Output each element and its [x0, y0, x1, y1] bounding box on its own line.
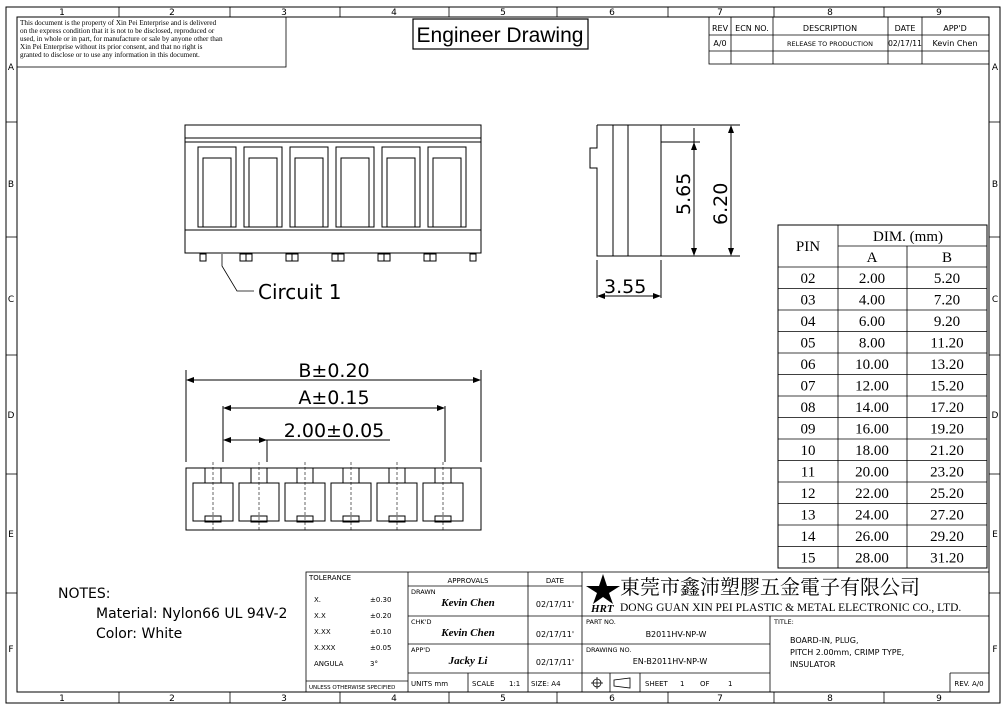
- grid-row-label: E: [992, 530, 998, 540]
- approval-role: CHK'D: [411, 618, 432, 626]
- grid-col-label: 7: [717, 694, 723, 704]
- sheet-total: 1: [728, 680, 733, 688]
- grid-row-label: C: [7, 295, 15, 305]
- pin: [332, 254, 338, 261]
- pin: [384, 254, 390, 261]
- grid-row-label: B: [7, 180, 15, 190]
- pin-table-cell: 17.20: [930, 400, 964, 416]
- tolerance-value: ±0.05: [370, 644, 392, 652]
- notes-heading: NOTES:: [58, 586, 111, 602]
- pin-table-cell: 15.20: [930, 378, 964, 395]
- grid-col-label: 9: [936, 694, 942, 704]
- cavity-outer: [290, 147, 328, 227]
- disclaimer-line: This document is the property of Xin Pei Enterprise and is delivered: [20, 19, 217, 27]
- pin-table-cell: 13.20: [930, 357, 964, 373]
- grid-col-label: 5: [500, 8, 506, 18]
- pin-table-cell: 31.20: [930, 550, 964, 567]
- latch: [389, 468, 405, 483]
- pin-table: [778, 225, 987, 568]
- approval-date: 02/17/11': [535, 630, 575, 639]
- pin: [200, 254, 206, 261]
- grid-col-label: 3: [281, 8, 287, 18]
- tolerance-value: ±0.30: [370, 596, 392, 604]
- disclaimer: [17, 17, 286, 67]
- cavity-inner: [387, 158, 415, 227]
- revision-label: REV. A/0: [954, 680, 984, 688]
- pin: [424, 254, 430, 261]
- approval-role: DRAWN: [411, 588, 436, 596]
- approval-role: APP'D: [411, 646, 431, 654]
- tolerance-value: ±0.20: [370, 612, 392, 620]
- scale-value: 1:1: [509, 680, 521, 688]
- cavity-outer: [336, 147, 374, 227]
- units: UNITS mm: [411, 680, 449, 688]
- logo-text: HRT: [591, 603, 614, 615]
- grid-col-label: 9: [936, 8, 942, 18]
- cavity-outer: [198, 147, 236, 227]
- projection-symbol: [591, 677, 630, 689]
- pin-table-cell: 04: [800, 314, 816, 330]
- sheet-label: SHEET: [645, 680, 668, 688]
- grid-col-label: 2: [169, 8, 175, 18]
- tolerance-key: ANGULA: [314, 660, 344, 668]
- pin-table-cell: 29.20: [930, 529, 964, 545]
- col-b-header: B: [941, 250, 953, 266]
- description-value: RELEASE TO PRODUCTION: [787, 40, 873, 48]
- grid-row-label: A: [991, 63, 999, 73]
- col-a-header: A: [866, 250, 878, 266]
- cavity-inner: [203, 158, 231, 227]
- pin: [286, 254, 292, 261]
- title-line: PITCH 2.00mm, CRIMP TYPE,: [790, 648, 905, 657]
- grid-row-label: F: [8, 645, 14, 655]
- pin-table-cell: 24.00: [855, 507, 889, 524]
- disclaimer-line: used, in whole or in part, for manufacture or sale by anyone other than: [20, 35, 223, 43]
- cavity-inner: [433, 158, 461, 227]
- disclaimer-line: Xin Pei Enterprise without its prior consent, and that no right is: [20, 43, 203, 51]
- pin-table-cell: 10: [800, 443, 816, 459]
- pin-table-cell: 19.20: [930, 421, 964, 438]
- approval-signature: Kevin Chen: [441, 627, 495, 639]
- width-dim: 3.55: [604, 276, 647, 298]
- pin-table-cell: 21.20: [930, 443, 964, 459]
- pin-table-cell: 23.20: [930, 464, 964, 481]
- pin-table-cell: 12.00: [855, 378, 889, 395]
- cavity-outer: [244, 147, 282, 227]
- size: SIZE: A4: [531, 680, 561, 688]
- tolerance-key: X.XXX: [314, 644, 336, 652]
- title-line: BOARD-IN, PLUG,: [790, 636, 859, 645]
- a-dimension: A±0.15: [298, 387, 370, 409]
- date-header: DATE: [894, 24, 916, 33]
- company-logo: [586, 574, 620, 615]
- grid-row-label: B: [991, 180, 999, 190]
- disclaimer-line: on the express condition that it is not to be disclosed, reproduced or: [20, 27, 215, 35]
- pin-table-cell: 13: [800, 507, 816, 524]
- pin-table-cell: 25.20: [930, 486, 964, 502]
- grid-col-label: 6: [609, 8, 615, 18]
- grid-col-label: 5: [500, 694, 506, 704]
- pin-table-cell: 14: [800, 529, 816, 545]
- pin-table-cell: 05: [800, 335, 816, 352]
- height-dim-2: 6.20: [710, 182, 732, 225]
- pin: [240, 254, 246, 261]
- approvals-heading: APPROVALS: [447, 577, 489, 585]
- pin-table-cell: 6.00: [858, 314, 886, 330]
- rev-header: REV: [711, 24, 729, 33]
- latch: [251, 468, 267, 483]
- grid-col-label: 7: [717, 8, 723, 18]
- tolerance-value: ±0.10: [370, 628, 392, 636]
- scale-label: SCALE: [472, 680, 495, 688]
- grid-col-label: 8: [827, 694, 833, 704]
- pin-table-cell: 7.20: [933, 292, 961, 309]
- grid-col-label: 3: [281, 694, 287, 704]
- pin-table-cell: 5.20: [933, 271, 961, 287]
- pin-table-cell: 03: [800, 292, 816, 309]
- tolerance-heading: TOLERANCE: [309, 574, 352, 582]
- cavity-inner: [341, 158, 369, 227]
- pin: [378, 254, 384, 261]
- pin-header: PIN: [795, 239, 821, 255]
- pin: [430, 254, 436, 261]
- pin-table-cell: 12: [800, 486, 816, 502]
- latch: [343, 468, 359, 483]
- cavity-outer: [382, 147, 420, 227]
- approval-date: 02/17/11': [535, 600, 575, 609]
- pin-table-cell: 07: [800, 378, 816, 395]
- drawing-number: EN-B2011HV-NP-W: [632, 657, 708, 666]
- pin-table-cell: 08: [800, 400, 816, 416]
- grid-row-label: E: [8, 530, 14, 540]
- disclaimer-line: granted to disclose or to use any information in this document.: [20, 51, 200, 59]
- front-view: [185, 125, 481, 261]
- pin-table-cell: 18.00: [855, 443, 889, 459]
- grid-row-label: D: [991, 411, 999, 421]
- date-value: 02/17/11: [888, 39, 922, 48]
- pin-table-cell: 06: [800, 357, 816, 373]
- grid-row-label: C: [991, 295, 999, 305]
- dim-header: DIM. (mm): [873, 229, 943, 245]
- grid-row-label: A: [7, 63, 15, 73]
- drawing-label: DRAWING NO.: [586, 646, 632, 654]
- notes-color: Color: White: [96, 626, 183, 642]
- tolerance-key: X.: [314, 596, 322, 604]
- grid-col-label: 6: [609, 694, 615, 704]
- title-line: INSULATOR: [790, 660, 836, 669]
- sheet-number: 1: [680, 680, 685, 688]
- pin-table-cell: 9.20: [933, 314, 961, 330]
- grid-col-label: 4: [391, 8, 397, 18]
- description-header: DESCRIPTION: [802, 24, 858, 33]
- cavity-inner: [249, 158, 277, 227]
- pin-table-cell: 16.00: [855, 421, 889, 438]
- approval-signature: Kevin Chen: [441, 597, 495, 609]
- height-dim-1: 5.65: [673, 172, 695, 215]
- pin: [338, 254, 344, 261]
- pin-table-cell: 09: [800, 421, 816, 438]
- approval-date: 02/17/11': [535, 658, 575, 667]
- pin-table-cell: 11.20: [930, 335, 964, 352]
- approval-signature: Jacky Li: [448, 655, 488, 667]
- pin: [292, 254, 298, 261]
- part-number: B2011HV-NP-W: [645, 630, 707, 639]
- pin-table-cell: 4.00: [858, 292, 886, 309]
- pin-table-cell: 2.00: [858, 271, 886, 287]
- title-label: TITLE:: [774, 618, 794, 626]
- tolerance-key: X.X: [314, 612, 326, 620]
- part-label: PART NO.: [586, 618, 616, 626]
- b-dimension: B±0.20: [298, 360, 370, 382]
- company-name-cn: 東莞市鑫沛塑膠五金電子有限公司: [620, 577, 920, 599]
- pin-table-cell: 26.00: [855, 529, 889, 545]
- grid-row-label: F: [992, 645, 998, 655]
- latch: [205, 468, 221, 483]
- pin: [470, 254, 476, 261]
- tolerance-footer: UNLESS OTHERWISE SPECIFIED: [309, 685, 396, 691]
- grid-col-label: 2: [169, 694, 175, 704]
- grid-col-label: 4: [391, 694, 397, 704]
- tolerance-value: 3°: [370, 660, 378, 668]
- approvals-date-heading: DATE: [545, 577, 565, 585]
- notes-material: Material: Nylon66 UL 94V-2: [96, 606, 288, 622]
- circuit-label: Circuit 1: [258, 280, 342, 304]
- latch: [297, 468, 313, 483]
- pin-table-cell: 8.00: [858, 335, 886, 352]
- approved-value: Kevin Chen: [932, 39, 978, 48]
- grid-row-label: D: [7, 411, 15, 421]
- pin-table-cell: 15: [800, 550, 816, 567]
- pin-table-cell: 02: [800, 271, 816, 287]
- rev-value: A/0: [713, 39, 727, 48]
- pin-table-cell: 20.00: [855, 464, 889, 481]
- ecn-header: ECN NO.: [735, 24, 769, 33]
- pin-table-cell: 27.20: [930, 507, 964, 524]
- sheet-of: OF: [700, 680, 710, 688]
- company-name-en: DONG GUAN XIN PEI PLASTIC & METAL ELECTRONIC CO., LTD.: [620, 602, 962, 614]
- grid-col-label: 1: [59, 694, 65, 704]
- pin-table-cell: 14.00: [855, 400, 889, 416]
- cavity-outer: [428, 147, 466, 227]
- pin-table-cell: 28.00: [855, 550, 889, 567]
- approved-header: APP'D: [943, 24, 967, 33]
- tolerance-key: X.XX: [314, 628, 331, 636]
- pin-table-cell: 10.00: [855, 357, 889, 373]
- pin-table-cell: 22.00: [855, 486, 889, 502]
- cavity-inner: [295, 158, 323, 227]
- grid-col-label: 1: [59, 8, 65, 18]
- circuit-1-label: [222, 254, 254, 291]
- pitch-dimension: 2.00±0.05: [283, 420, 385, 442]
- grid-col-label: 8: [827, 8, 833, 18]
- pin-table-cell: 11: [800, 464, 816, 481]
- latch: [435, 468, 451, 483]
- page-title: Engineer Drawing: [416, 24, 584, 47]
- pin: [246, 254, 252, 261]
